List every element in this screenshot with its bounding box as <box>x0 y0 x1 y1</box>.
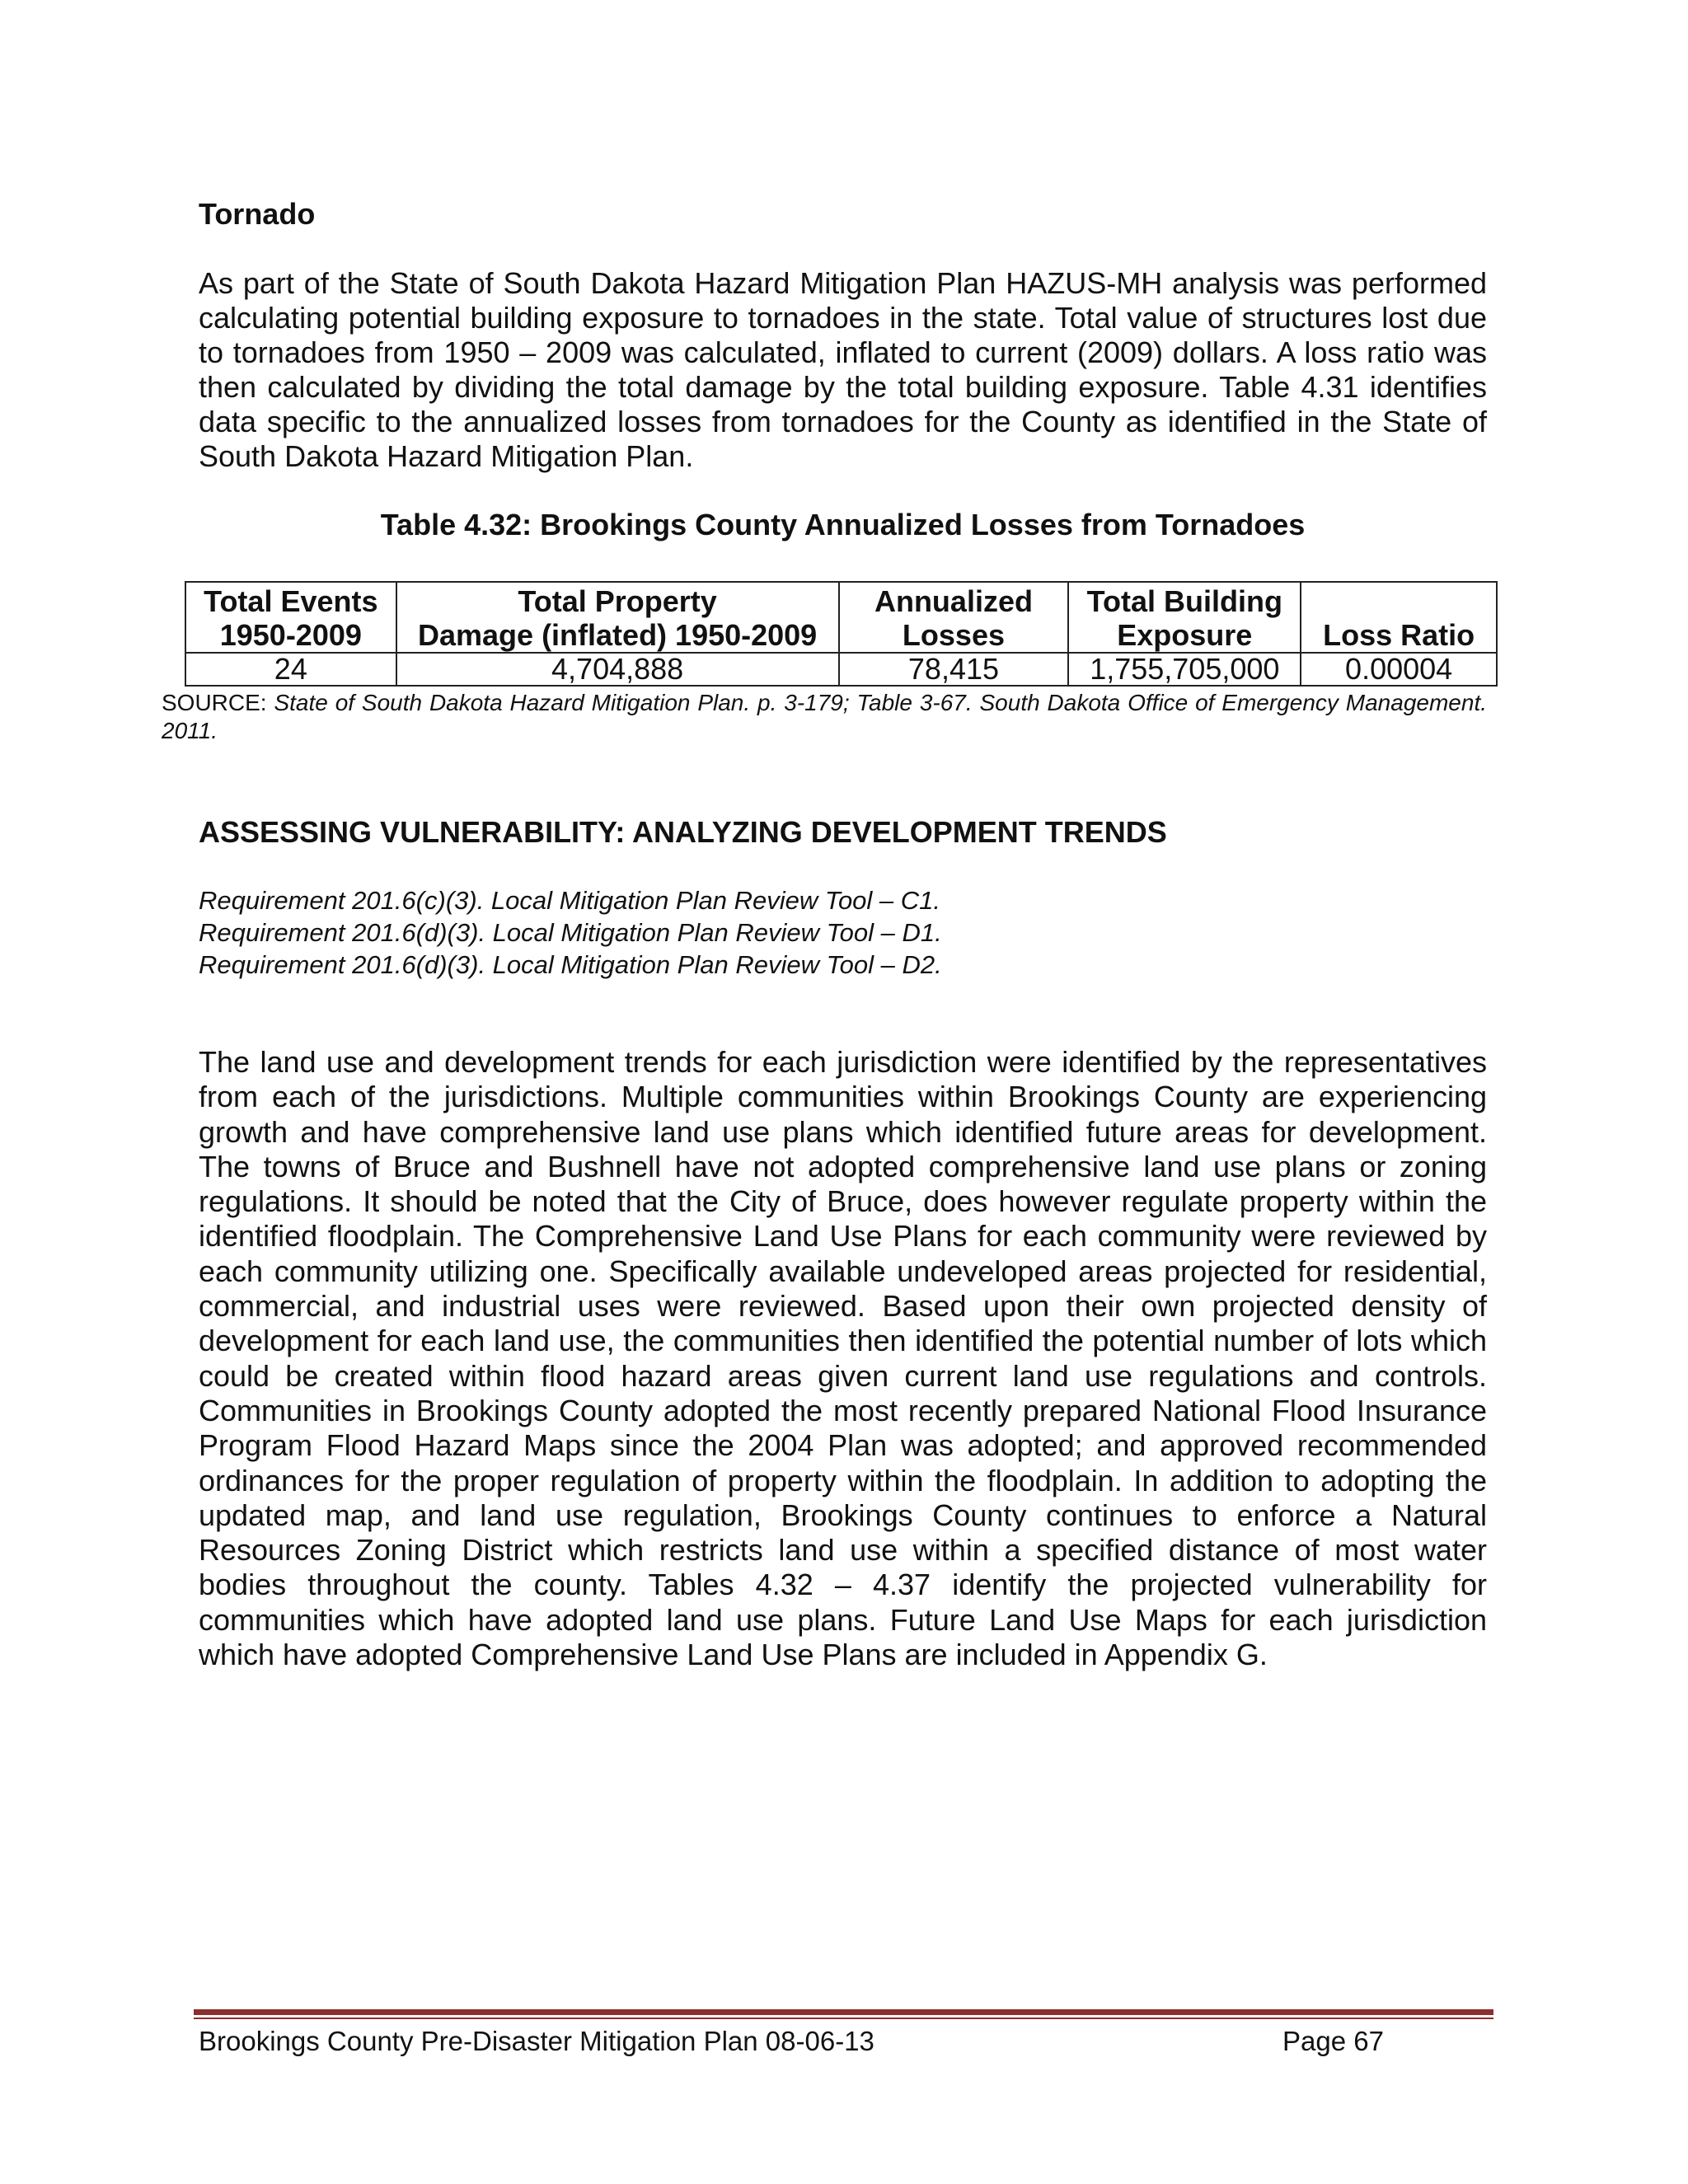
section-heading-tornado: Tornado <box>199 197 316 231</box>
column-header-annualized-losses <box>839 582 1069 653</box>
tornado-paragraph: As part of the State of South Dakota Hazard Mitigation Plan HAZUS-MH analysis was performed calculating potential building exposure to tornadoes in the state. Total value of structures lost due to tornadoes from 1950 – 2009 was calculated, inflated to current (2009) dollars. A loss ratio was then calculated by dividing the total damage by the total building exposure. Table 4.31 identifies data specific to the annualized losses from tornadoes for the County as identified in the State of South Dakota Hazard Mitigation Plan. <box>199 266 1487 473</box>
requirement-line: Requirement 201.6(d)(3). Local Mitigation Plan Review Tool – D1. <box>199 918 942 947</box>
table-cell: 78,415 <box>839 653 1069 686</box>
requirement-line: Requirement 201.6(c)(3). Local Mitigation Plan Review Tool – C1. <box>199 886 941 915</box>
footer-document-title: Brookings County Pre-Disaster Mitigation Plan 08-06-13 <box>199 2026 874 2056</box>
header-line: Exposure <box>1117 618 1253 652</box>
table-cell: 0.00004 <box>1301 653 1497 686</box>
development-trends-paragraph: The land use and development trends for each jurisdiction were identified by the representatives from each of the jurisdictions. Multiple communities within Brookings County are experiencing growth and have comprehensive land use plans which identified future areas for development. The towns of Bruce and Bushnell have not adopted comprehensive land use plans or zoning regulations. It should be noted that the City of Bruce, does however regulate property within the identified floodplain. The Comprehensive Land Use Plans for each community were reviewed by each community utilizing one. Specifically available undeveloped areas projected for residential, commercial, and industrial uses were reviewed. Based upon their own projected density of development for each land use, the communities then identified the potential number of lots which could be created within flood hazard areas given current land use regulations and controls. Communities in Brookings County adopted the most recently prepared National Flood Insurance Program Flood Hazard Maps since the 2004 Plan was adopted; and approved recommended ordinances for the proper regulation of property within the floodplain. In addition to adopting the updated map, and land use regulation, Brookings County continues to enforce a Natural Resources Zoning District which restricts land use within a specified distance of most water bodies throughout the county. Tables 4.32 – 4.37 identify the projected vulnerability for communities which have adopted land use plans. Future Land Use Maps for each jurisdiction which have adopted Comprehensive Land Use Plans are included in Appendix G. <box>199 1045 1487 1672</box>
column-header-loss-ratio <box>1301 582 1497 653</box>
column-header-total-property-damage <box>396 582 839 653</box>
header-line: Loss Ratio <box>1323 618 1475 652</box>
table-cell: 1,755,705,000 <box>1068 653 1301 686</box>
table-cell: 4,704,888 <box>396 653 839 686</box>
column-header-total-building-exposure <box>1068 582 1301 653</box>
source-text: State of South Dakota Hazard Mitigation Plan. p. 3-179; Table 3-67. South Dakota Office of Emergency Management. 2011. <box>162 690 1487 743</box>
header-line: Damage (inflated) 1950-2009 <box>418 618 818 652</box>
tornado-losses-table <box>185 581 1498 687</box>
section-heading-development-trends: ASSESSING VULNERABILITY: ANALYZING DEVELOPMENT TRENDS <box>199 815 1167 849</box>
header-line: Losses <box>902 618 1005 652</box>
requirement-line: Requirement 201.6(d)(3). Local Mitigation Plan Review Tool – D2. <box>199 950 942 979</box>
footer-page-number: Page 67 <box>1282 2026 1384 2056</box>
table-source-note <box>162 689 1487 745</box>
table-cell: 24 <box>185 653 396 686</box>
header-line: Total Events <box>204 584 378 618</box>
header-line: Annualized <box>874 584 1033 618</box>
column-header-total-events <box>185 582 396 653</box>
requirements-list <box>199 884 942 981</box>
header-line: Total Building <box>1086 584 1282 618</box>
footer-rule-thin <box>194 2018 1493 2019</box>
table-row <box>185 653 1497 686</box>
source-label: SOURCE: <box>162 690 267 715</box>
header-line: Total Property <box>518 584 717 618</box>
header-line: 1950-2009 <box>219 618 362 652</box>
table-header-row <box>185 582 1497 653</box>
footer-rule <box>194 2009 1493 2015</box>
table-caption: Table 4.32: Brookings County Annualized Losses from Tornadoes <box>380 508 1306 541</box>
